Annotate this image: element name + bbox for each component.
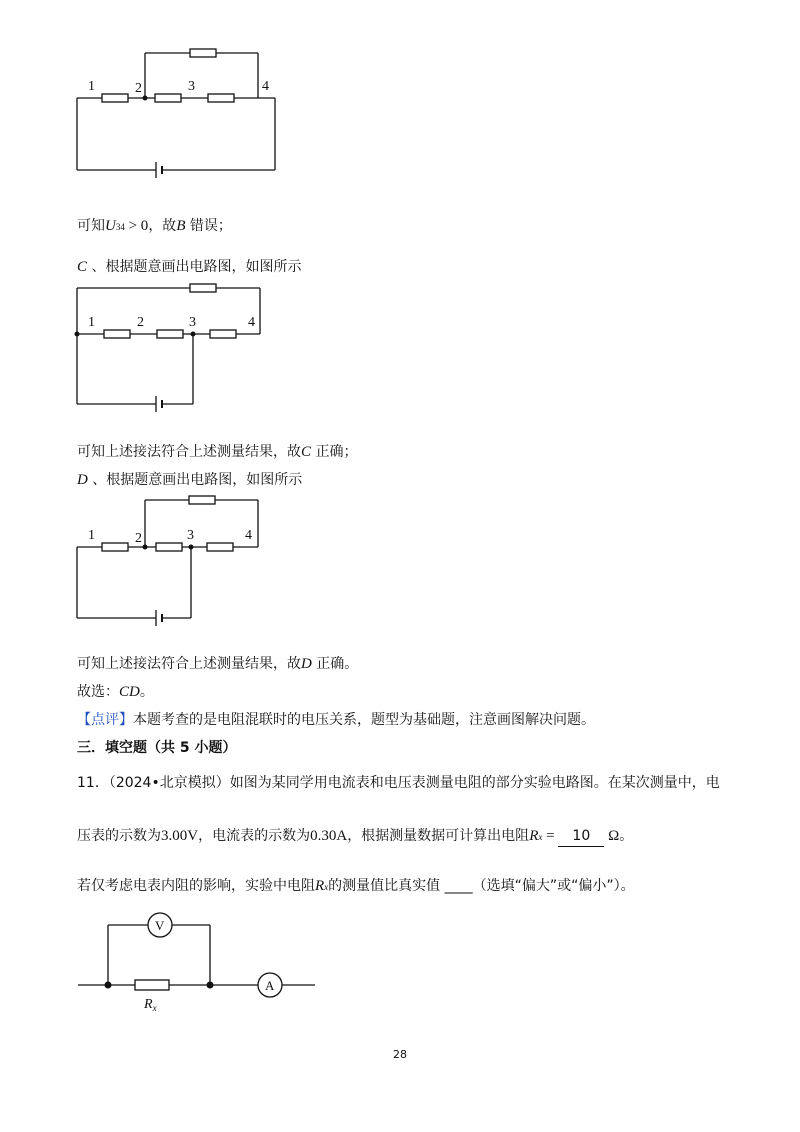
comment-line: 【点评】本题考查的是电阻混联时的电压关系，题型为基础题，注意画图解决问题。 (77, 712, 595, 728)
node-label: 4 (248, 315, 255, 330)
answer-blank-1[interactable]: 10 (558, 826, 604, 847)
answer-blank-2[interactable]: ____ (444, 878, 473, 894)
circuit-diagram-3 (60, 490, 280, 635)
node-label: 3 (188, 79, 195, 94)
node-label: 1 (88, 79, 95, 94)
node-label: 4 (262, 79, 269, 94)
section-title: 三．填空题（共 5 小题） (77, 740, 237, 756)
node-label: 3 (187, 528, 194, 543)
q11-line2: 压表的示数为3.00V，电流表的示数为0.30A，根据测量数据可计算出电阻Rx = 10 Ω。 (77, 826, 633, 847)
circuit-diagram-1 (60, 40, 300, 185)
node-label: 3 (189, 315, 196, 330)
node-label: 2 (135, 81, 142, 96)
q11-line3: 若仅考虑电表内阻的影响，实验中电阻Rx的测量值比真实值 ____（选填“偏大”或“偏小”）。 (77, 878, 635, 894)
comment-tag: 【点评】 (77, 712, 133, 728)
node-label: 1 (88, 528, 95, 543)
option-c-heading: C 、根据题意画出电路图，如图所示 (77, 259, 302, 275)
node-label: 1 (88, 315, 95, 330)
statement-c: 可知上述接法符合上述测量结果，故C 正确； (77, 444, 358, 460)
option-d-heading: D 、根据题意画出电路图，如图所示 (77, 472, 303, 488)
measurement-circuit (70, 905, 330, 1015)
voltmeter-label: V (155, 918, 165, 933)
statement-b: 可知U34 > 0，故B 错误； (77, 218, 232, 234)
node-label: 4 (245, 528, 252, 543)
node-label: 2 (137, 315, 144, 330)
ammeter-label: A (265, 978, 275, 993)
statement-d: 可知上述接法符合上述测量结果，故D 正确。 (77, 656, 359, 672)
page-number: 28 (393, 1048, 407, 1061)
resistor-label: $R_x$ (144, 997, 157, 1013)
answer-line: 故选：CD。 (77, 684, 154, 700)
circuit-diagram-2 (60, 278, 280, 413)
node-label: 2 (135, 531, 142, 546)
q11-intro: 11．（2024•北京模拟）如图为某同学用电流表和电压表测量电阻的部分实验电路图。在某次测量中，电 (77, 775, 720, 791)
